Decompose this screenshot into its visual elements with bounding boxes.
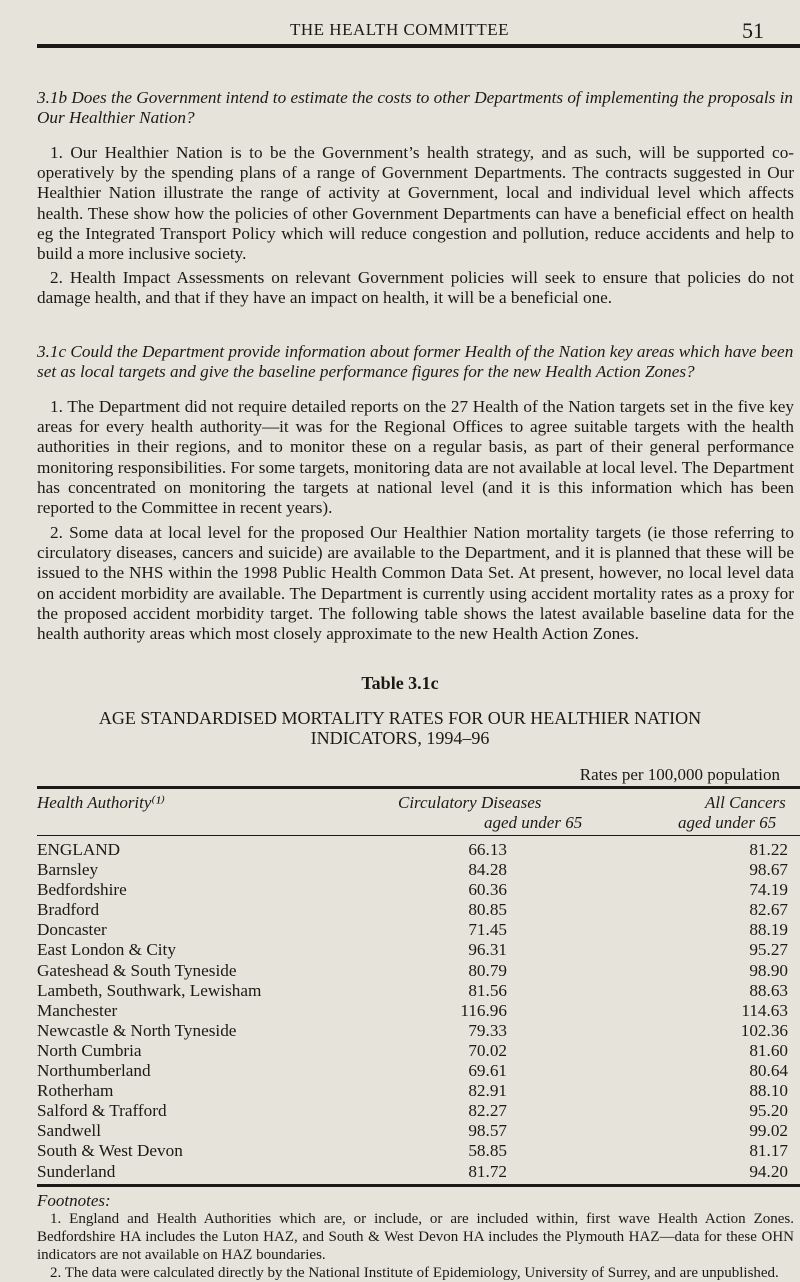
authority-cell: Manchester [37,1000,118,1020]
circulatory-cell: 69.61 [468,1061,507,1081]
authority-cell: Bedfordshire [37,880,127,900]
question-3-1c: 3.1c Could the Department provide information about former Health of the Nation key areas which have been set as local targets and give the baseline performance figures for the new Health Action Zones? [37,342,794,382]
table-row [37,1162,800,1182]
para-text: The Department did not require detailed reports on the 27 Health of the Nation targets set in the five key areas for every health authority—it was for the Regional Offices to agree suitable targets with the health authorities in their regions, and to monitor these on a regular basis, as part of their general performance monitoring responsibilities. For some targets, monitoring data are not available at local level. The Department has concentrated on monitoring the targets at national level (and it is this information which has been reported to the Committee in recent years). [37,397,794,518]
authority-cell: Newcastle & North Tyneside [37,1020,237,1040]
cancers-cell: 74.19 [749,880,788,900]
table-row [37,1001,800,1021]
column-header-circulatory-sub: aged under 65 [484,813,583,832]
circulatory-cell: 66.13 [468,840,507,859]
circulatory-cell: 70.02 [468,1040,507,1060]
footnotes [37,1192,794,1282]
authority-cell: South & West Devon [37,1141,183,1161]
rates-note: Rates per 100,000 population [579,765,780,784]
circulatory-cell: 71.45 [468,920,507,940]
answer-3-1c-para-2 [37,523,794,644]
question-3-1b: 3.1b Does the Government intend to estimate the costs to other Departments of implementing the proposals in Our Healthier Nation? [37,88,793,128]
circulatory-cell: 80.79 [468,960,507,980]
table-row [37,940,800,960]
page-number: 51 [742,18,764,43]
cancers-cell: 88.10 [749,1081,788,1101]
table-heading-line-1: AGE STANDARDISED MORTALITY RATES FOR OUR HEALTHIER NATION [98,708,702,728]
circulatory-cell: 82.27 [468,1101,507,1121]
page-header [0,20,800,60]
circulatory-cell: 80.85 [468,900,507,920]
footnote-1: 1. England and Health Authorities which are, or include, or are included within, first wave Health Action Zones. Bedfordshire HA includes the Luton HAZ, and South & West Devon HA includes the Plymouth HAZ—data for these OHN indicators are not available on HAZ boundaries. [37,1210,794,1263]
footnotes-title: Footnotes: [37,1190,111,1210]
table-row [37,1081,800,1101]
cancers-cell: 98.67 [749,860,788,880]
table-row [37,1101,800,1121]
authority-cell: Gateshead & South Tyneside [37,960,237,980]
table-row [37,1121,800,1141]
answer-3-1b-para-1 [37,143,794,264]
table-row [37,1041,800,1061]
column-header-authority: Health Authority⁽¹⁾ [37,793,165,812]
para-number: 1. [50,143,63,162]
table-label: Table 3.1c [361,673,439,693]
circulatory-cell: 79.33 [468,1020,507,1040]
cancers-cell: 81.60 [749,1040,788,1060]
cancers-cell: 99.02 [749,1121,788,1141]
answer-3-1c-para-1 [37,397,794,518]
table-row [37,840,800,860]
authority-cell: ENGLAND [37,840,121,859]
circulatory-cell: 60.36 [468,880,507,900]
authority-cell: Doncaster [37,920,107,940]
authority-cell: Lambeth, Southwark, Lewisham [37,980,262,1000]
cancers-cell: 88.19 [749,920,788,940]
table-body [37,840,800,1182]
authority-cell: East London & City [37,940,176,960]
cancers-cell: 81.17 [749,1141,788,1161]
cancers-cell: 114.63 [741,1000,788,1020]
table-row [37,880,800,900]
table-bottom-rule [37,1184,800,1187]
table-heading-line-2: INDICATORS, 1994–96 [310,728,490,748]
para-text: Some data at local level for the proposed Our Healthier Nation mortality targets (ie those referring to circulatory diseases, cancers and suicide) are available to the Department, and it is planned that these will be issued to the NHS within the 1998 Public Health Common Data Set. At present, however, no local level data on accident morbidity are available. The Department is currently using accident mortality rates as a proxy for the proposed accident morbidity target. The following table shows the latest available baseline data for the health authority areas which most closely approximate to the new Health Action Zones. [37,523,794,644]
authority-cell: Salford & Trafford [37,1101,167,1121]
cancers-cell: 88.63 [749,980,788,1000]
table-top-rule [37,786,800,789]
cancers-cell: 94.20 [749,1161,788,1181]
answer-3-1b-para-2 [37,268,794,308]
para-number: 2. [50,268,63,287]
circulatory-cell: 58.85 [468,1141,507,1161]
table-header-rule [37,835,800,836]
authority-cell: Rotherham [37,1081,114,1101]
footnote-2: 2. The data were calculated directly by the National Institute of Epidemiology, University of Surrey, and are unpublished. [50,1264,779,1281]
authority-cell: Bradford [37,900,100,920]
authority-cell: Northumberland [37,1061,151,1081]
table-row [37,1021,800,1041]
table-row [37,1061,800,1081]
cancers-cell: 98.90 [749,960,788,980]
table-row [37,981,800,1001]
circulatory-cell: 82.91 [468,1081,507,1101]
circulatory-cell: 96.31 [468,940,507,960]
header-rule [37,44,800,48]
cancers-cell: 102.36 [740,1020,788,1040]
table-row [37,900,800,920]
authority-cell: Barnsley [37,860,99,880]
running-head: THE HEALTH COMMITTEE [290,20,510,39]
column-header-cancers: All Cancers [705,793,786,812]
cancers-cell: 80.64 [749,1061,788,1081]
column-header-circulatory: Circulatory Diseases [398,793,542,812]
table-row [37,1141,800,1161]
circulatory-cell: 84.28 [468,860,507,880]
column-header-cancers-sub: aged under 65 [678,813,777,832]
circulatory-cell: 81.72 [468,1161,507,1181]
para-text: Our Healthier Nation is to be the Government’s health strategy, and as such, will be supported co-operatively by the spending plans of a range of Government Departments. The contracts suggested in Our Healthier Nation illustrate the range of activity at Government, local and individual level which affects health. These show how the policies of other Government Departments can have a beneficial effect on health eg the Integrated Transport Policy which will reduce congestion and pollution, reduce accidents and help to build a more inclusive society. [37,143,795,264]
circulatory-cell: 116.96 [460,1000,507,1020]
para-text: Health Impact Assessments on relevant Government policies will seek to ensure that policies do not damage health, and that if they have an impact on health, it will be a beneficial one. [37,268,795,308]
authority-cell: Sandwell [37,1121,101,1141]
circulatory-cell: 98.57 [468,1121,507,1141]
cancers-cell: 82.67 [749,900,788,920]
authority-cell: Sunderland [37,1161,116,1181]
para-number: 2. [50,523,63,542]
authority-cell: North Cumbria [37,1040,142,1060]
table-row [37,961,800,981]
cancers-cell: 95.27 [749,940,788,960]
para-number: 1. [50,397,63,416]
table-row [37,920,800,940]
cancers-cell: 95.20 [749,1101,788,1121]
circulatory-cell: 81.56 [468,980,507,1000]
table-row [37,860,800,880]
cancers-cell: 81.22 [749,840,788,859]
